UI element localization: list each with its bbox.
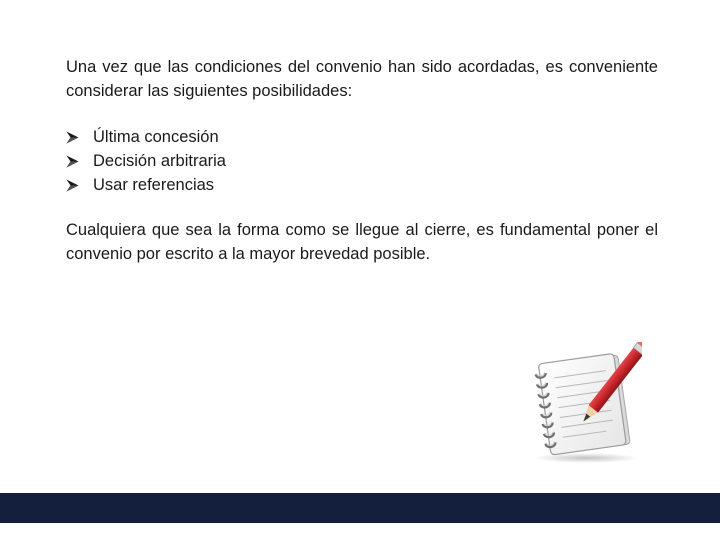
footer-margin bbox=[0, 523, 720, 540]
closing-paragraph: Cualquiera que sea la forma como se llegue al cierre, es fundamental poner el convenio por escrito a la mayor brevedad posible. bbox=[66, 221, 658, 263]
intro-paragraph: Una vez que las condiciones del convenio han sido acordadas, es conveniente considerar las siguientes posibilidades: bbox=[66, 58, 658, 100]
bullet-text: Decisión arbitraria bbox=[93, 152, 226, 170]
arrowhead-bullet-icon bbox=[66, 131, 93, 144]
slide-content bbox=[66, 55, 658, 266]
bullet-text: Usar referencias bbox=[93, 176, 215, 194]
bullet-item bbox=[66, 149, 658, 173]
bullet-list bbox=[66, 125, 658, 197]
arrowhead-bullet-icon bbox=[66, 155, 93, 168]
footer-bar bbox=[0, 493, 720, 523]
bullet-item bbox=[66, 125, 658, 149]
bullet-text: Última concesión bbox=[93, 128, 219, 146]
arrowhead-bullet-icon bbox=[66, 179, 93, 192]
bullet-item bbox=[66, 173, 658, 197]
notepad-pencil-icon bbox=[522, 342, 642, 464]
